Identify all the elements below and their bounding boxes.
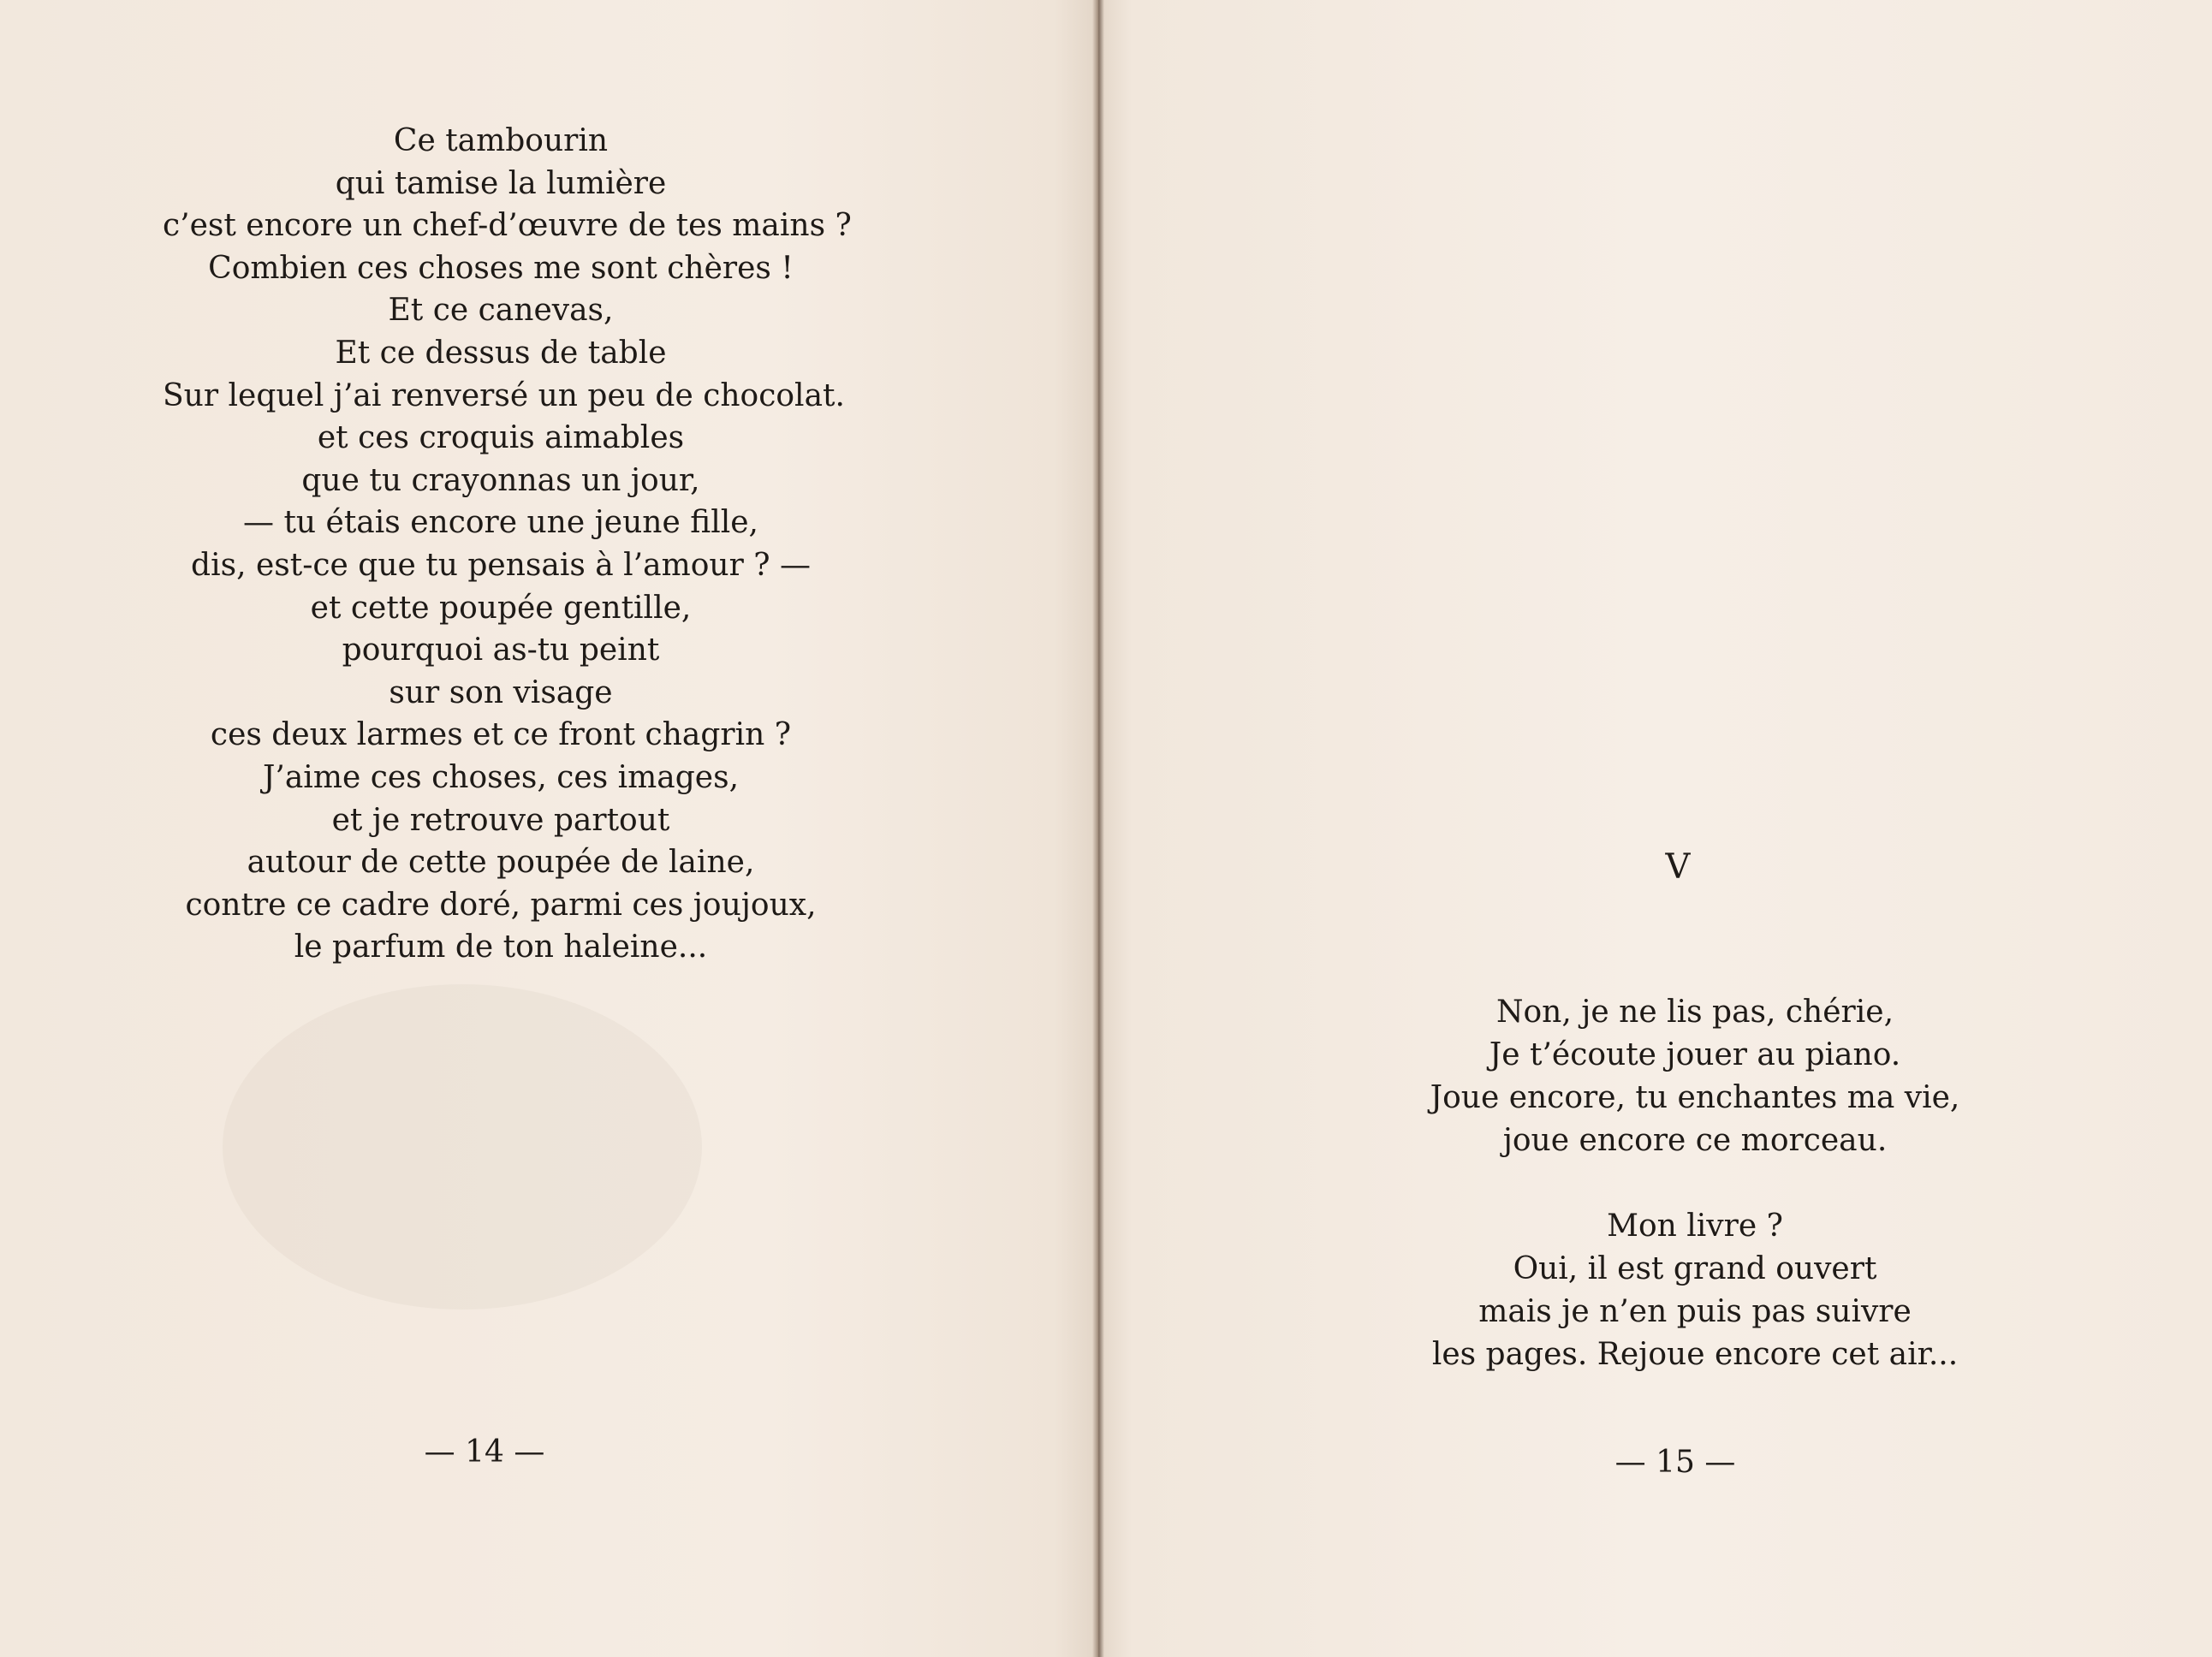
poem-line: mais je n’en puis pas suivre — [1478, 1294, 1912, 1329]
page-number-right: — 15 — — [1614, 1445, 1736, 1480]
poem-line: Je t’écoute jouer au piano. — [1489, 1037, 1901, 1072]
poem-line: contre ce cadre doré, parmi ces joujoux, — [185, 887, 817, 923]
poem-line: joue encore ce morceau. — [1502, 1123, 1888, 1158]
poem-line: que tu crayonnas un jour, — [301, 462, 700, 498]
right-page-stanza-2 — [1370, 1205, 2020, 1376]
poem-line: Et ce dessus de table — [335, 335, 667, 371]
poem-line: sur son visage — [389, 674, 613, 710]
paper-stain — [223, 984, 702, 1310]
left-page-poem — [163, 120, 852, 969]
section-numeral: V — [1665, 847, 1691, 887]
poem-line: et ces croquis aimables — [317, 420, 685, 456]
poem-line: autour de cette poupée de laine, — [247, 845, 755, 881]
poem-line: ces deux larmes et ce front chagrin ? — [210, 717, 792, 753]
poem-line: les pages. Rejoue encore cet air... — [1431, 1337, 1959, 1372]
poem-line: Et ce canevas, — [388, 293, 614, 329]
poem-line: Joue encore, tu enchantes ma vie, — [1430, 1080, 1960, 1115]
poem-line: — tu étais encore une jeune fille, — [243, 505, 758, 541]
poem-line: J’aime ces choses, ces images, — [262, 759, 740, 795]
poem-line: qui tamise la lumière — [335, 165, 667, 201]
poem-line: Sur lequel j’ai renversé un peu de chocolat. — [163, 377, 845, 413]
right-page — [1098, 0, 2212, 1657]
poem-line: Combien ces choses me sont chères ! — [208, 250, 794, 286]
poem-line: Mon livre ? — [1607, 1209, 1783, 1244]
poem-line: dis, est-ce que tu pensais à l’amour ? — — [191, 547, 811, 583]
poem-line: Ce tambourin — [393, 123, 609, 158]
poem-line: pourquoi as-tu peint — [342, 633, 660, 668]
right-page-stanza-1 — [1370, 991, 2020, 1162]
poem-line: le parfum de ton haleine... — [294, 929, 708, 965]
poem-line: et je retrouve partout — [331, 802, 670, 838]
poem-line: et cette poupée gentille, — [310, 590, 692, 626]
book-gutter — [1092, 0, 1104, 1657]
page-number-left: — 14 — — [424, 1434, 545, 1470]
poem-line: Non, je ne lis pas, chérie, — [1495, 995, 1894, 1030]
poem-line: Oui, il est grand ouvert — [1513, 1251, 1877, 1286]
poem-line: c’est encore un chef-d’œuvre de tes mains ? — [163, 208, 852, 244]
